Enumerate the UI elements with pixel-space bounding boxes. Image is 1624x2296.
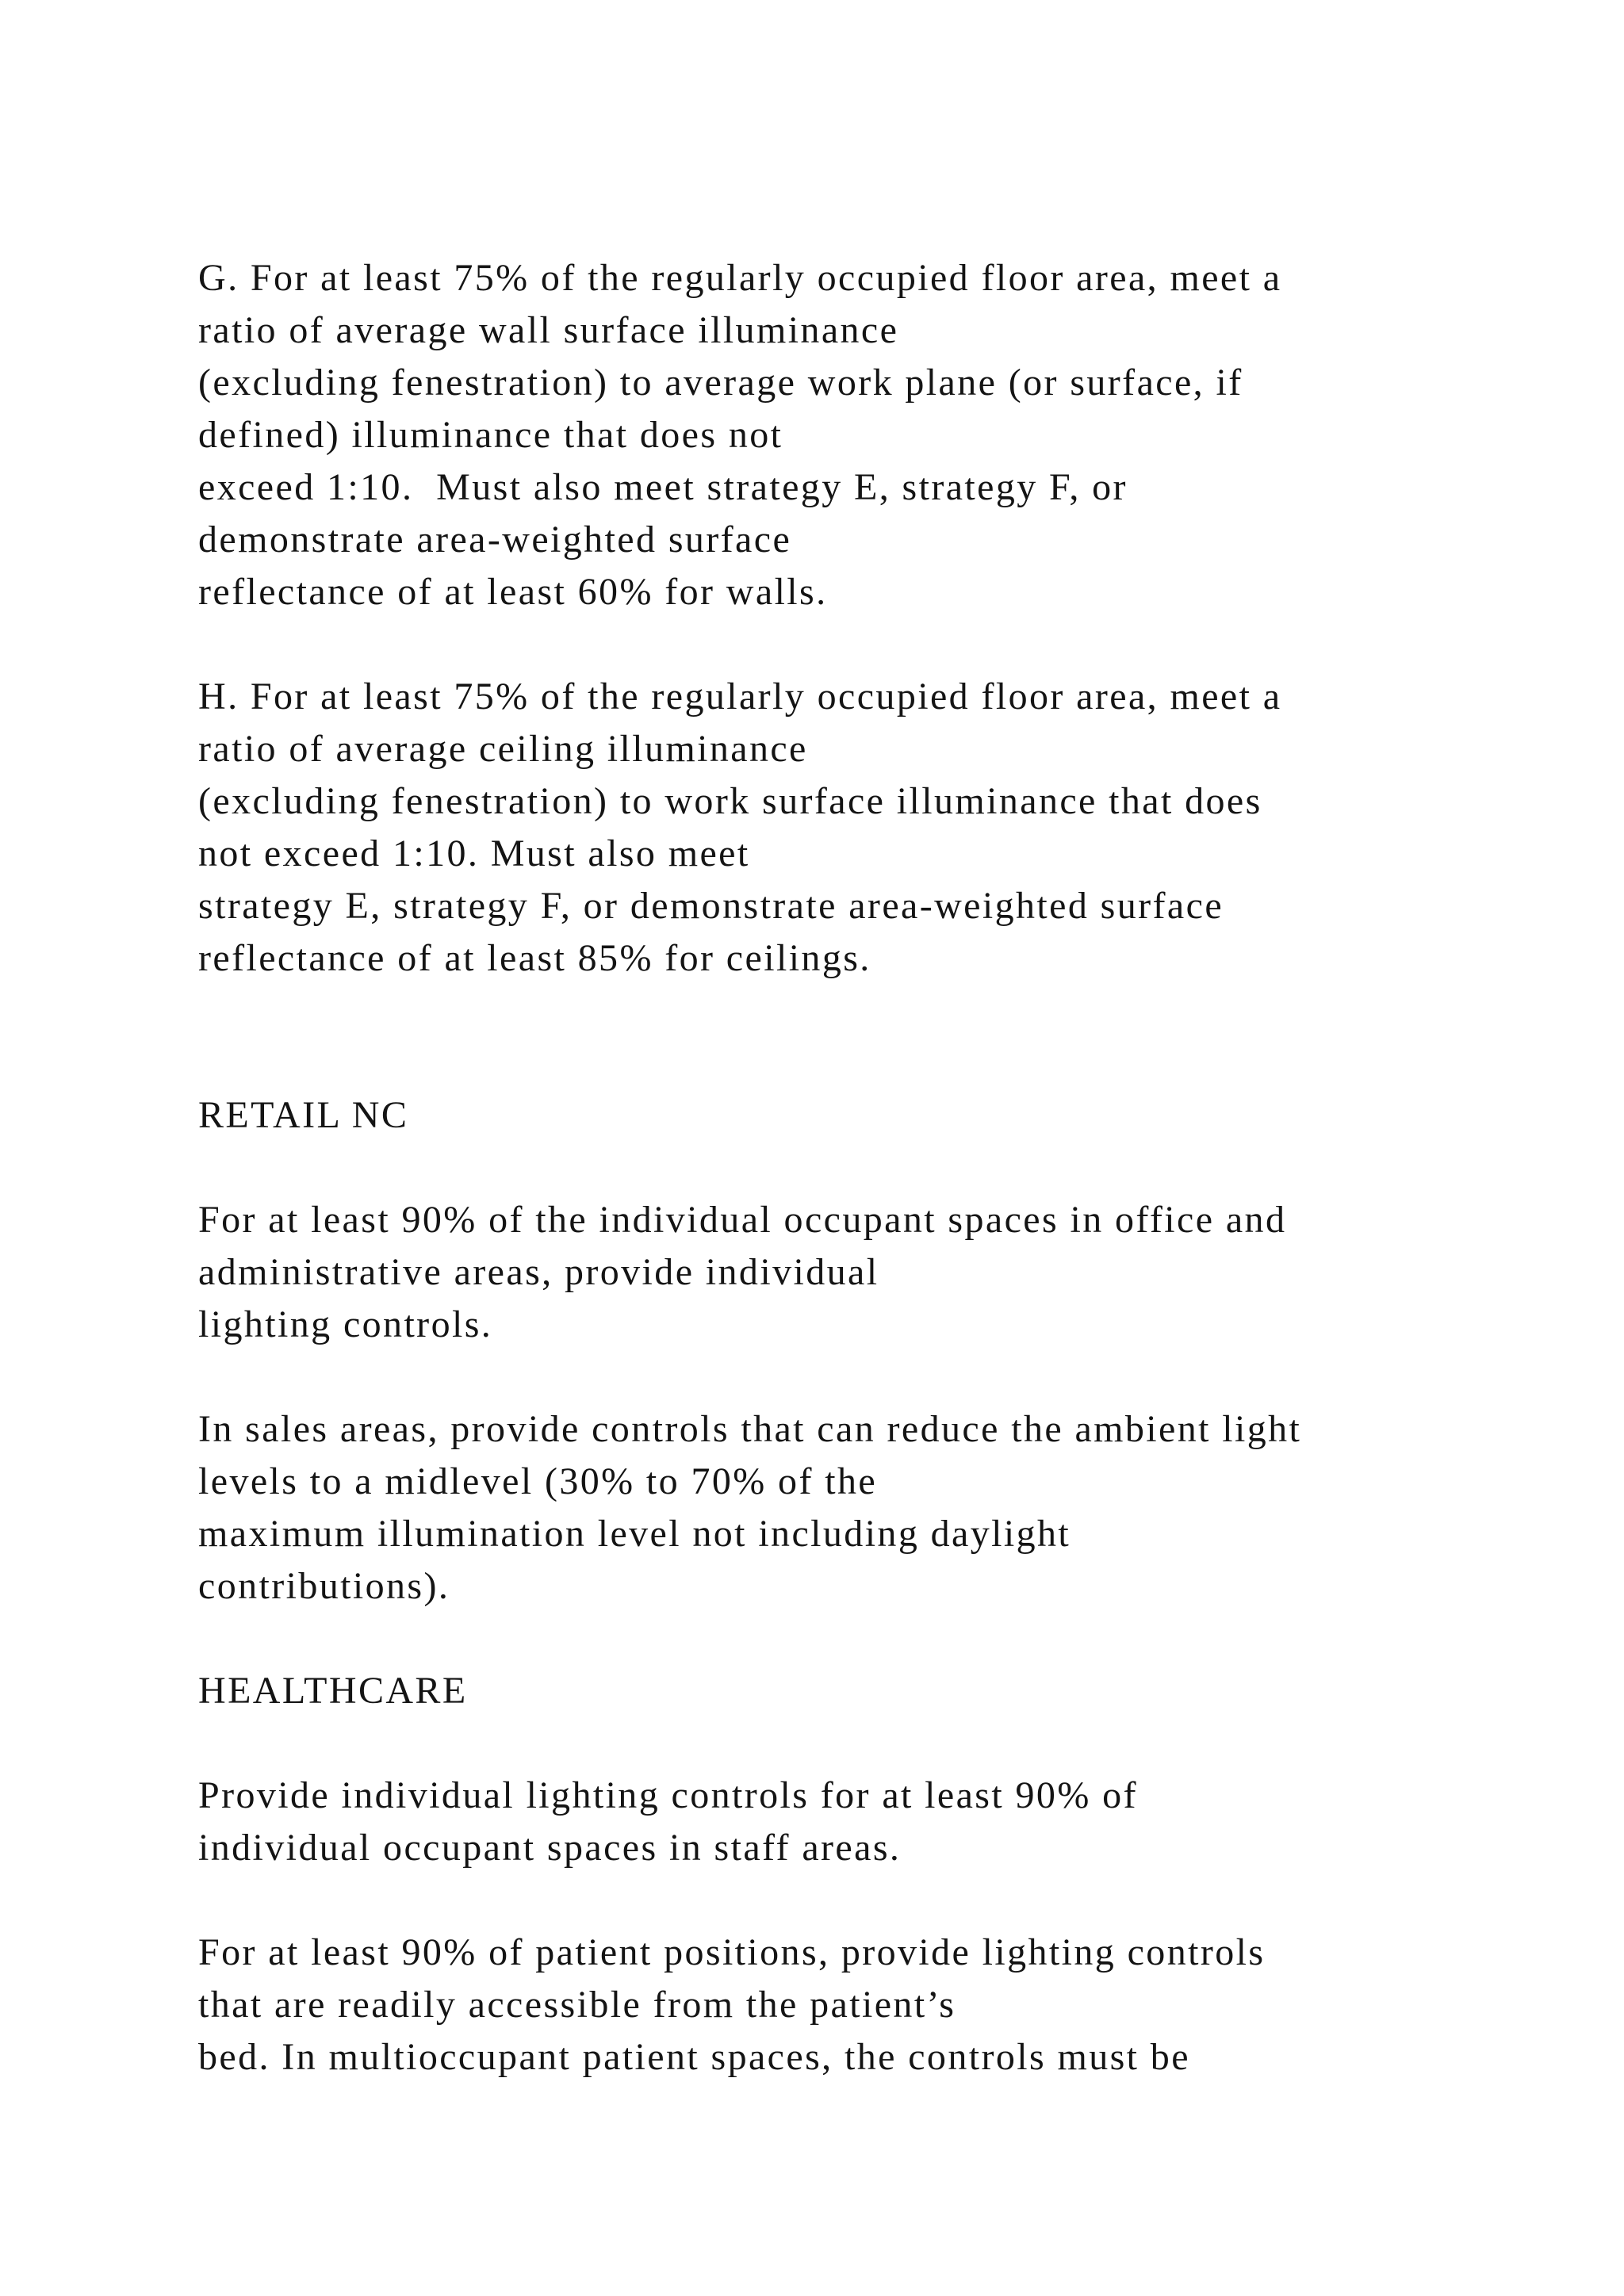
paragraph-spacer bbox=[198, 618, 1546, 671]
text-line: H. For at least 75% of the regularly occupied floor area, meet a bbox=[198, 675, 1282, 718]
text-line: individual occupant spaces in staff areas. bbox=[198, 1827, 902, 1869]
text-line: ratio of average ceiling illuminance bbox=[198, 728, 808, 770]
text-line: In sales areas, provide controls that can reduce the ambient light bbox=[198, 1408, 1302, 1450]
paragraph-g bbox=[198, 252, 1546, 618]
text-line: not exceed 1:10. Must also meet bbox=[198, 832, 750, 874]
paragraph-healthcare-patient bbox=[198, 1927, 1546, 2084]
text-line: For at least 90% of the individual occupant spaces in office and bbox=[198, 1199, 1287, 1241]
paragraph-spacer bbox=[198, 1142, 1546, 1194]
text-line: reflectance of at least 60% for walls. bbox=[198, 571, 828, 613]
paragraph-h bbox=[198, 671, 1546, 985]
text-line: G. For at least 75% of the regularly occupied floor area, meet a bbox=[198, 257, 1282, 299]
paragraph-spacer bbox=[198, 1874, 1546, 1927]
text-line: defined) illuminance that does not bbox=[198, 414, 783, 456]
paragraph-spacer bbox=[198, 1613, 1546, 1665]
paragraph-healthcare-staff bbox=[198, 1770, 1546, 1874]
text-line: contributions). bbox=[198, 1565, 450, 1607]
text-line: levels to a midlevel (30% to 70% of the bbox=[198, 1460, 878, 1502]
text-line: strategy E, strategy F, or demonstrate area-weighted surface bbox=[198, 885, 1224, 927]
paragraph-spacer bbox=[198, 1351, 1546, 1403]
paragraph-spacer bbox=[198, 985, 1546, 1089]
text-line: (excluding fenestration) to average work plane (or surface, if bbox=[198, 362, 1243, 404]
document-body bbox=[198, 252, 1546, 2084]
text-line: administrative areas, provide individual bbox=[198, 1251, 879, 1293]
paragraph-spacer bbox=[198, 1717, 1546, 1770]
text-line: exceed 1:10. Must also meet strategy E, strategy F, or bbox=[198, 466, 1128, 508]
text-line: lighting controls. bbox=[198, 1303, 493, 1345]
section-heading-retail: RETAIL NC bbox=[198, 1094, 409, 1136]
text-line: For at least 90% of patient positions, provide lighting controls bbox=[198, 1931, 1266, 1973]
section-heading-healthcare: HEALTHCARE bbox=[198, 1670, 468, 1712]
text-line: ratio of average wall surface illuminance bbox=[198, 309, 899, 351]
text-line: that are readily accessible from the patient’s bbox=[198, 1984, 956, 2026]
paragraph-retail-sales bbox=[198, 1403, 1546, 1613]
paragraph-retail-office bbox=[198, 1194, 1546, 1351]
text-line: maximum illumination level not including daylight bbox=[198, 1513, 1071, 1555]
text-line: (excluding fenestration) to work surface illuminance that does bbox=[198, 780, 1262, 822]
text-line: demonstrate area-weighted surface bbox=[198, 519, 792, 561]
text-line: bed. In multioccupant patient spaces, the controls must be bbox=[198, 2036, 1190, 2078]
text-line: reflectance of at least 85% for ceilings. bbox=[198, 937, 871, 979]
text-line: Provide individual lighting controls for at least 90% of bbox=[198, 1774, 1138, 1816]
